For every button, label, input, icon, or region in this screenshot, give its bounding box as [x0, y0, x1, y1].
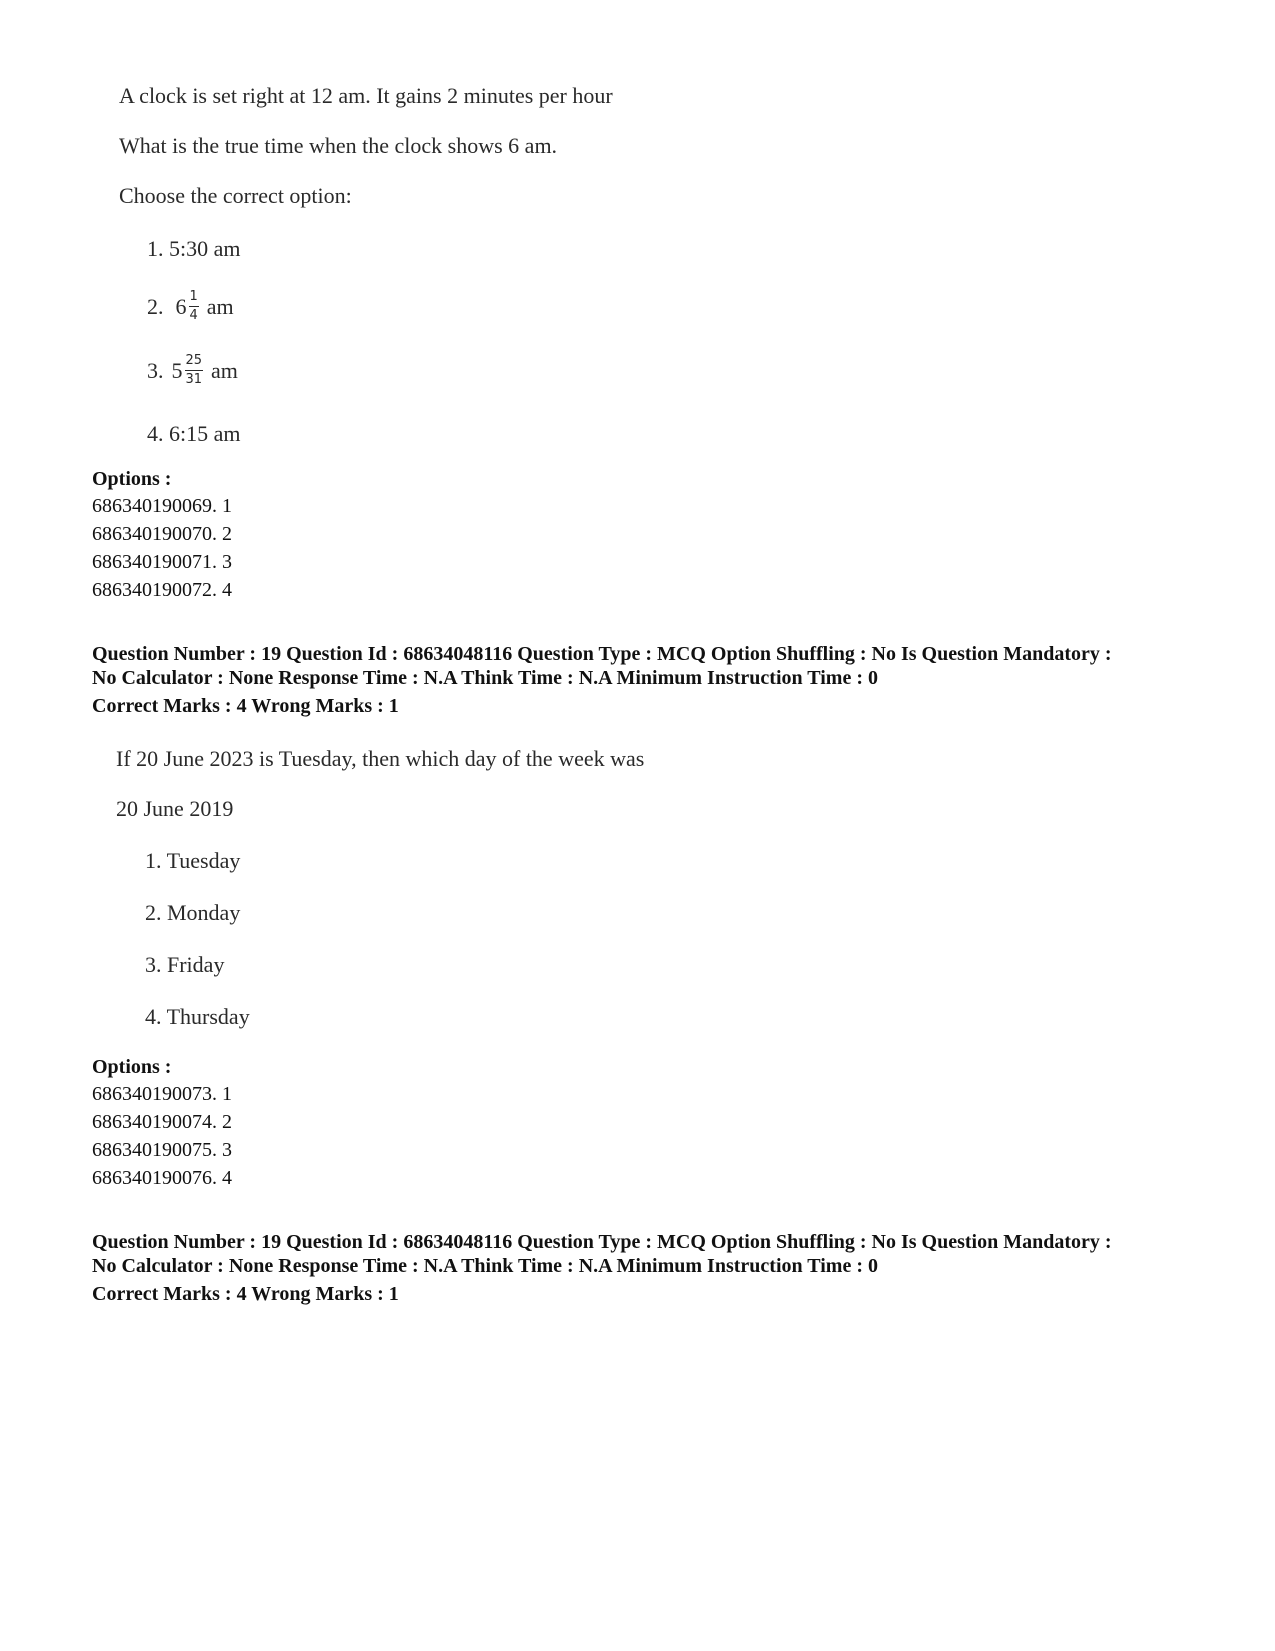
question-1-choice-3: [147, 354, 238, 387]
choice-3-denominator: 31: [185, 372, 203, 387]
question-1-line-3: Choose the correct option:: [119, 183, 352, 208]
choice-3-prefix: 3.: [147, 357, 164, 383]
meta-2-line-2: No Calculator : None Response Time : N.A Think Time : N.A Minimum Instruction Time : 0: [92, 1255, 878, 1277]
question-1-choice-2: [147, 290, 234, 323]
question-1-option-1: 686340190069. 1: [92, 495, 232, 517]
question-2-choice-1: 1. Tuesday: [145, 848, 241, 873]
meta-2-line-1: Question Number : 19 Question Id : 68634048116 Question Type : MCQ Option Shuffling : No Is Question Mandatory :: [92, 1231, 1112, 1253]
question-1-line-2: What is the true time when the clock shows 6 am.: [119, 133, 558, 158]
question-1-choice-4: 4. 6:15 am: [147, 421, 241, 446]
question-2-line-1: If 20 June 2023 is Tuesday, then which day of the week was: [116, 746, 645, 771]
choice-3-numerator: 25: [185, 354, 204, 371]
question-2-choice-4: 4. Thursday: [145, 1004, 250, 1029]
choice-3-fraction: [185, 354, 204, 387]
question-2-option-2: 686340190074. 2: [92, 1111, 232, 1133]
question-1-option-4: 686340190072. 4: [92, 579, 232, 601]
choice-2-numerator: 1: [189, 290, 199, 307]
meta-2-line-3: Correct Marks : 4 Wrong Marks : 1: [92, 1283, 399, 1305]
question-2-choice-2: 2. Monday: [145, 900, 241, 925]
choice-2-denominator: 4: [189, 308, 198, 323]
meta-1-line-2: No Calculator : None Response Time : N.A Think Time : N.A Minimum Instruction Time : 0: [92, 667, 878, 689]
question-1-line-1: A clock is set right at 12 am. It gains 2 minutes per hour: [119, 83, 613, 108]
question-2-line-2: 20 June 2019: [116, 796, 234, 821]
question-2-option-4: 686340190076. 4: [92, 1167, 232, 1189]
choice-3-suffix: am: [211, 357, 238, 383]
question-1-choice-1: 1. 5:30 am: [147, 236, 241, 261]
question-1-option-3: 686340190071. 3: [92, 551, 232, 573]
question-1-option-2: 686340190070. 2: [92, 523, 232, 545]
choice-2-suffix: am: [206, 293, 234, 319]
choice-2-whole: 6: [175, 293, 187, 319]
choice-2-fraction: [189, 290, 199, 323]
choice-2-prefix: 2.: [147, 293, 164, 319]
choice-3-whole: 5: [171, 357, 183, 383]
question-2-options-label: Options :: [92, 1056, 172, 1078]
meta-1-line-3: Correct Marks : 4 Wrong Marks : 1: [92, 695, 399, 717]
question-2-choice-3: 3. Friday: [145, 952, 225, 977]
question-2-option-3: 686340190075. 3: [92, 1139, 232, 1161]
meta-1-line-1: Question Number : 19 Question Id : 68634048116 Question Type : MCQ Option Shuffling : No Is Question Mandatory :: [92, 643, 1112, 665]
question-1-options-label: Options :: [92, 468, 172, 490]
question-2-option-1: 686340190073. 1: [92, 1083, 232, 1105]
